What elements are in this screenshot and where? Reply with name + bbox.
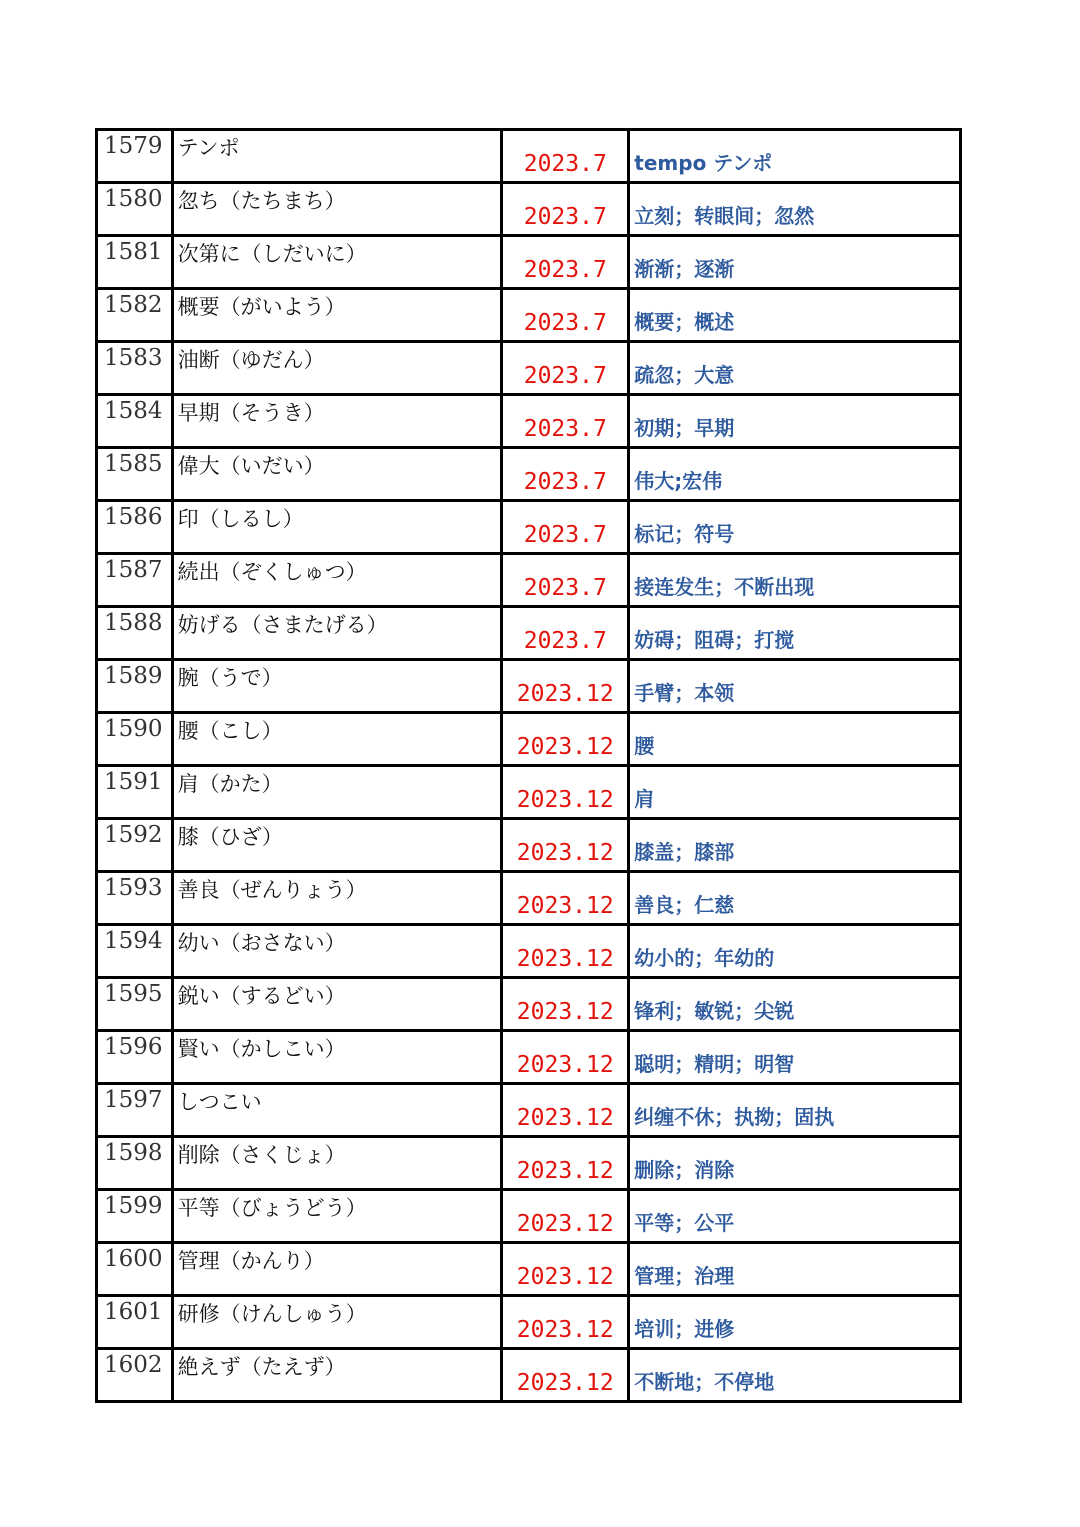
chinese-meaning: 接连发生；不断出现 [629,554,961,607]
japanese-word: 鋭い（するどい） [172,978,502,1031]
entry-number: 1595 [97,978,173,1031]
entry-number: 1586 [97,501,173,554]
entry-number: 1597 [97,1084,173,1137]
japanese-word: 膝（ひざ） [172,819,502,872]
japanese-word: 善良（ぜんりょう） [172,872,502,925]
date-added: 2023.12 [502,766,629,819]
date-added: 2023.12 [502,1084,629,1137]
entry-number: 1583 [97,342,173,395]
japanese-word: 管理（かんり） [172,1243,502,1296]
chinese-meaning: 培训；进修 [629,1296,961,1349]
table-row [97,872,961,925]
entry-number: 1587 [97,554,173,607]
entry-number: 1600 [97,1243,173,1296]
table-row [97,1296,961,1349]
japanese-word: 次第に（しだいに） [172,236,502,289]
chinese-meaning: 疏忽；大意 [629,342,961,395]
chinese-meaning: 善良；仁慈 [629,872,961,925]
date-added: 2023.7 [502,342,629,395]
table-row [97,1190,961,1243]
japanese-word: 平等（びょうどう） [172,1190,502,1243]
date-added: 2023.7 [502,501,629,554]
date-added: 2023.7 [502,236,629,289]
chinese-meaning: 渐渐；逐渐 [629,236,961,289]
table-row [97,395,961,448]
japanese-word: 妨げる（さまたげる） [172,607,502,660]
table-row [97,130,961,183]
date-added: 2023.12 [502,925,629,978]
table-row [97,819,961,872]
date-added: 2023.12 [502,713,629,766]
japanese-word: 幼い（おさない） [172,925,502,978]
table-row [97,978,961,1031]
chinese-meaning: 纠缠不休；执拗；固执 [629,1084,961,1137]
table-row [97,1031,961,1084]
japanese-word: 偉大（いだい） [172,448,502,501]
entry-number: 1602 [97,1349,173,1402]
japanese-word: 肩（かた） [172,766,502,819]
entry-number: 1593 [97,872,173,925]
table-row [97,766,961,819]
japanese-word: 腕（うで） [172,660,502,713]
table-row [97,1349,961,1402]
chinese-meaning: 手臂；本领 [629,660,961,713]
date-added: 2023.12 [502,1349,629,1402]
table-row [97,1084,961,1137]
entry-number: 1592 [97,819,173,872]
entry-number: 1584 [97,395,173,448]
chinese-meaning: 肩 [629,766,961,819]
date-added: 2023.12 [502,1137,629,1190]
date-added: 2023.7 [502,607,629,660]
date-added: 2023.12 [502,1190,629,1243]
entry-number: 1588 [97,607,173,660]
entry-number: 1582 [97,289,173,342]
chinese-meaning: 妨碍；阻碍；打搅 [629,607,961,660]
date-added: 2023.12 [502,660,629,713]
entry-number: 1581 [97,236,173,289]
table-row [97,342,961,395]
table-row [97,713,961,766]
date-added: 2023.7 [502,183,629,236]
japanese-word: 腰（こし） [172,713,502,766]
table-row [97,183,961,236]
table-row [97,448,961,501]
japanese-word: 概要（がいよう） [172,289,502,342]
japanese-word: 削除（さくじょ） [172,1137,502,1190]
japanese-word: 油断（ゆだん） [172,342,502,395]
japanese-word: 絶えず（たえず） [172,1349,502,1402]
vocabulary-table-body [97,130,961,1402]
chinese-meaning: 立刻；转眼间；忽然 [629,183,961,236]
chinese-meaning: 聪明；精明；明智 [629,1031,961,1084]
table-row [97,1137,961,1190]
vocabulary-table [95,128,962,1403]
chinese-meaning: 幼小的；年幼的 [629,925,961,978]
chinese-meaning: 膝盖；膝部 [629,819,961,872]
japanese-word: 研修（けんしゅう） [172,1296,502,1349]
table-row [97,607,961,660]
japanese-word: テンポ [172,130,502,183]
chinese-meaning: 腰 [629,713,961,766]
japanese-word: 忽ち（たちまち） [172,183,502,236]
chinese-meaning: tempo テンポ [629,130,961,183]
table-row [97,660,961,713]
entry-number: 1590 [97,713,173,766]
entry-number: 1589 [97,660,173,713]
entry-number: 1596 [97,1031,173,1084]
japanese-word: 続出（ぞくしゅつ） [172,554,502,607]
chinese-meaning: 初期；早期 [629,395,961,448]
japanese-word: しつこい [172,1084,502,1137]
chinese-meaning: 删除；消除 [629,1137,961,1190]
entry-number: 1594 [97,925,173,978]
entry-number: 1591 [97,766,173,819]
entry-number: 1601 [97,1296,173,1349]
date-added: 2023.12 [502,1031,629,1084]
date-added: 2023.12 [502,819,629,872]
date-added: 2023.7 [502,130,629,183]
chinese-meaning: 不断地；不停地 [629,1349,961,1402]
chinese-meaning: 概要；概述 [629,289,961,342]
table-row [97,1243,961,1296]
date-added: 2023.7 [502,289,629,342]
date-added: 2023.12 [502,1296,629,1349]
entry-number: 1585 [97,448,173,501]
date-added: 2023.12 [502,1243,629,1296]
entry-number: 1580 [97,183,173,236]
date-added: 2023.7 [502,395,629,448]
chinese-meaning: 伟大;宏伟 [629,448,961,501]
entry-number: 1579 [97,130,173,183]
table-row [97,289,961,342]
japanese-word: 印（しるし） [172,501,502,554]
table-row [97,236,961,289]
date-added: 2023.7 [502,554,629,607]
date-added: 2023.7 [502,448,629,501]
entry-number: 1598 [97,1137,173,1190]
chinese-meaning: 平等；公平 [629,1190,961,1243]
chinese-meaning: 锋利；敏锐；尖锐 [629,978,961,1031]
chinese-meaning: 标记；符号 [629,501,961,554]
chinese-meaning: 管理；治理 [629,1243,961,1296]
japanese-word: 早期（そうき） [172,395,502,448]
table-row [97,501,961,554]
date-added: 2023.12 [502,978,629,1031]
table-row [97,925,961,978]
entry-number: 1599 [97,1190,173,1243]
date-added: 2023.12 [502,872,629,925]
japanese-word: 賢い（かしこい） [172,1031,502,1084]
table-row [97,554,961,607]
